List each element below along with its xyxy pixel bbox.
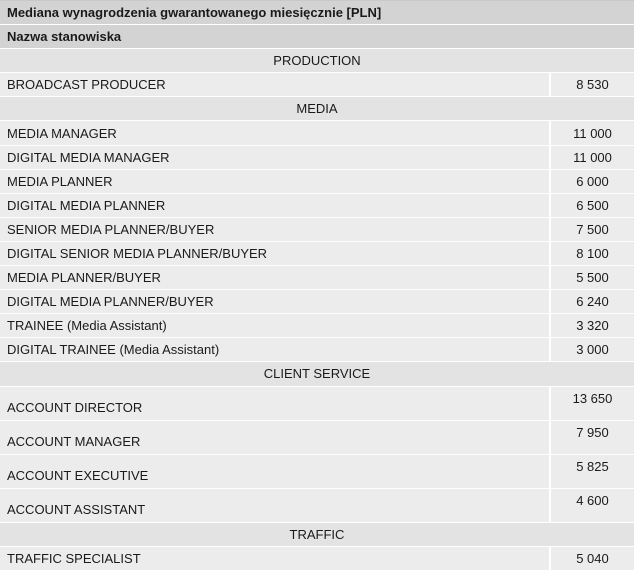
position-name: SENIOR MEDIA PLANNER/BUYER <box>0 218 549 241</box>
salary-value: 11 000 <box>549 146 634 169</box>
salary-value: 7 950 <box>549 421 634 454</box>
table-row <box>0 121 634 145</box>
position-name: ACCOUNT MANAGER <box>0 421 549 454</box>
position-name: MEDIA PLANNER/BUYER <box>0 266 549 289</box>
section-header-media: MEDIA <box>0 97 634 121</box>
position-name: ACCOUNT EXECUTIVE <box>0 455 549 488</box>
section-header-production: PRODUCTION <box>0 49 634 73</box>
table-row <box>0 266 634 290</box>
position-name: MEDIA MANAGER <box>0 121 549 144</box>
salary-value: 4 600 <box>549 489 634 522</box>
position-name: DIGITAL TRAINEE (Media Assistant) <box>0 338 549 361</box>
table-row <box>0 242 634 266</box>
column-header-position: Nazwa stanowiska <box>0 25 634 49</box>
position-name: TRAINEE (Media Assistant) <box>0 314 549 337</box>
table-row <box>0 146 634 170</box>
position-name: DIGITAL SENIOR MEDIA PLANNER/BUYER <box>0 242 549 265</box>
table-row <box>0 455 634 489</box>
table-row <box>0 547 634 571</box>
table-row <box>0 489 634 523</box>
position-name: DIGITAL MEDIA MANAGER <box>0 146 549 169</box>
salary-value: 13 650 <box>549 387 634 420</box>
salary-value: 5 500 <box>549 266 634 289</box>
salary-value: 3 320 <box>549 314 634 337</box>
table-row <box>0 73 634 97</box>
table-row <box>0 314 634 338</box>
salary-value: 6 500 <box>549 194 634 217</box>
salary-value: 11 000 <box>549 121 634 144</box>
salary-value: 3 000 <box>549 338 634 361</box>
salary-value: 8 530 <box>549 73 634 96</box>
table-row <box>0 421 634 455</box>
table-row <box>0 387 634 421</box>
section-header-traffic: TRAFFIC <box>0 523 634 547</box>
salary-value: 5 825 <box>549 455 634 488</box>
position-name: ACCOUNT DIRECTOR <box>0 387 549 420</box>
position-name: MEDIA PLANNER <box>0 170 549 193</box>
salary-value: 5 040 <box>549 547 634 570</box>
table-row <box>0 290 634 314</box>
position-name: BROADCAST PRODUCER <box>0 73 549 96</box>
position-name: DIGITAL MEDIA PLANNER <box>0 194 549 217</box>
table-row <box>0 338 634 362</box>
salary-value: 8 100 <box>549 242 634 265</box>
salary-value: 6 000 <box>549 170 634 193</box>
table-row <box>0 218 634 242</box>
table-row <box>0 170 634 194</box>
salary-value: 7 500 <box>549 218 634 241</box>
salary-value: 6 240 <box>549 290 634 313</box>
position-name: ACCOUNT ASSISTANT <box>0 489 549 522</box>
position-name: DIGITAL MEDIA PLANNER/BUYER <box>0 290 549 313</box>
position-name: TRAFFIC SPECIALIST <box>0 547 549 570</box>
section-header-client-service: CLIENT SERVICE <box>0 362 634 386</box>
table-title: Mediana wynagrodzenia gwarantowanego miesięcznie [PLN] <box>0 1 634 25</box>
table-row <box>0 194 634 218</box>
